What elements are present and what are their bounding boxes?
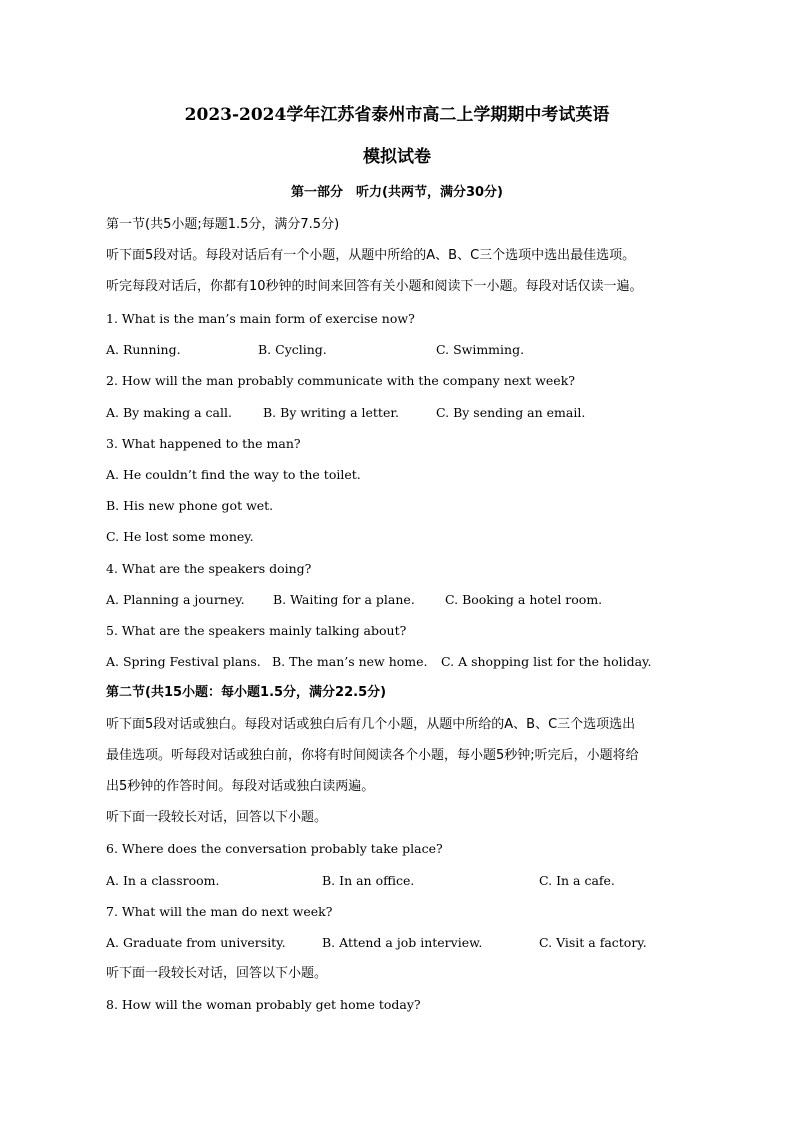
option-a: A. Graduate from university.	[106, 935, 286, 950]
question-1: 1. What is the man’s main form of exercise now?	[106, 311, 415, 326]
option-a: A. By making a call.	[106, 405, 232, 420]
question-7: 7. What will the man do next week?	[106, 904, 333, 919]
section1-heading: 第一节(共5小题;每题1.5分，满分7.5分)	[106, 217, 340, 232]
exam-subtitle: 模拟试卷	[363, 147, 431, 167]
option-b: B. His new phone got wet.	[106, 498, 274, 513]
section2-instruction: 听下面5段对话或独白。每段对话或独白后有几个小题，从题中所给的A、B、C三个选项选出	[106, 717, 636, 732]
question-8: 8. How will the woman probably get home today?	[106, 997, 421, 1012]
option-c: C. He lost some money.	[106, 529, 254, 544]
option-a: A. He couldn’t find the way to the toilet.	[106, 467, 361, 482]
option-c: C. Swimming.	[436, 342, 525, 357]
section2-instruction: 最佳选项。听每段对话或独白前，你将有时间阅读各个小题，每小题5秒钟;听完后，小题将给	[106, 748, 639, 763]
part1-heading: 第一部分 听力(共两节，满分30分)	[291, 185, 503, 200]
option-b: B. Cycling.	[258, 342, 327, 357]
question-5: 5. What are the speakers mainly talking about?	[106, 623, 407, 638]
option-b: B. By writing a letter.	[263, 405, 399, 420]
question-2: 2. How will the man probably communicate with the company next week?	[106, 373, 575, 388]
option-c: C. Booking a hotel room.	[445, 592, 603, 607]
section1-instruction: 听下面5段对话。每段对话后有一个小题，从题中所给的A、B、C三个选项中选出最佳选项。	[106, 248, 636, 263]
section2-instruction: 出5秒钟的作答时间。每段对话或独白读两遍。	[106, 779, 375, 794]
question-3: 3. What happened to the man?	[106, 436, 301, 451]
option-b: B. Attend a job interview.	[322, 935, 483, 950]
option-c: C. Visit a factory.	[539, 935, 647, 950]
option-b: B. The man’s new home.	[272, 654, 428, 669]
option-a: A. Running.	[106, 342, 181, 357]
section2-heading: 第二节(共15小题：每小题1.5分，满分22.5分)	[106, 685, 387, 700]
section1-instruction: 听完每段对话后，你都有10秒钟的时间来回答有关小题和阅读下一小题。每段对话仅读一遍。	[106, 279, 643, 294]
option-a: A. In a classroom.	[106, 873, 220, 888]
listening-prompt: 听下面一段较长对话，回答以下小题。	[106, 810, 328, 825]
option-c: C. A shopping list for the holiday.	[441, 654, 652, 669]
option-c: C. By sending an email.	[436, 405, 586, 420]
option-a: A. Planning a journey.	[106, 592, 245, 607]
option-a: A. Spring Festival plans.	[106, 654, 261, 669]
option-b: B. In an office.	[322, 873, 415, 888]
exam-title: 2023-2024学年江苏省泰州市高二上学期期中考试英语	[184, 105, 610, 125]
question-4: 4. What are the speakers doing?	[106, 561, 312, 576]
listening-prompt: 听下面一段较长对话，回答以下小题。	[106, 966, 328, 981]
option-b: B. Waiting for a plane.	[273, 592, 415, 607]
option-c: C. In a cafe.	[539, 873, 615, 888]
question-6: 6. Where does the conversation probably take place?	[106, 841, 443, 856]
